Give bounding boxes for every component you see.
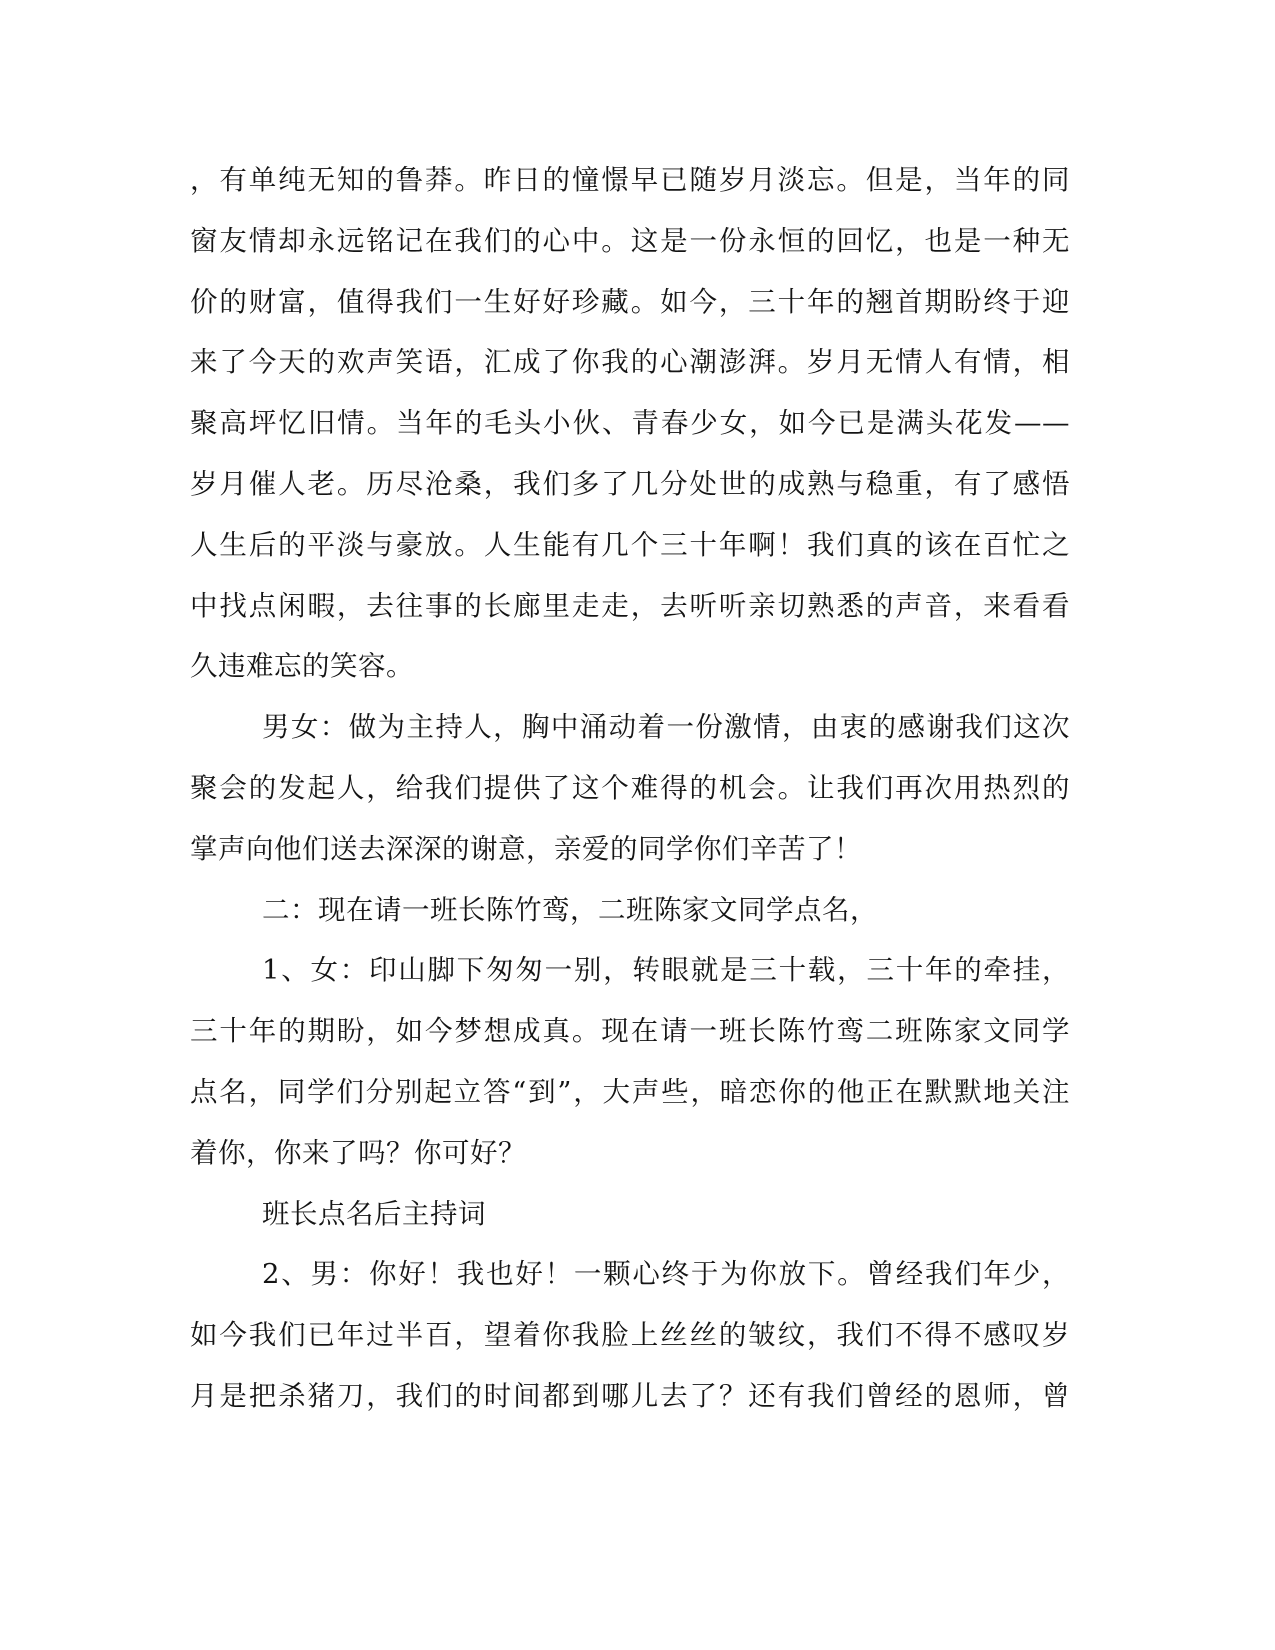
text-line: 久违难忘的笑容。 [190,650,414,682]
text-line: 掌声向他们送去深深的谢意，亲爱的同学你们辛苦了！ [190,833,862,865]
text-line: 1、女：印山脚下匆匆一别，转眼就是三十载，三十年的牵挂， [262,954,1070,986]
text-line: 聚会的发起人，给我们提供了这个难得的机会。让我们再次用热烈的 [190,772,1070,804]
text-line: 男女：做为主持人，胸中涌动着一份激情，由衷的感谢我们这次 [262,711,1070,743]
text-line: 窗友情却永远铭记在我们的心中。这是一份永恒的回忆，也是一种无 [190,225,1070,257]
text-line: 三十年的期盼，如今梦想成真。现在请一班长陈竹鸾二班陈家文同学 [190,1015,1070,1047]
text-line: 二：现在请一班长陈竹鸾，二班陈家文同学点名， [262,894,878,926]
text-line: 人生后的平淡与豪放。人生能有几个三十年啊！我们真的该在百忙之 [190,529,1070,561]
text-line: 岁月催人老。历尽沧桑，我们多了几分处世的成熟与稳重，有了感悟 [190,468,1070,500]
text-line: 来了今天的欢声笑语，汇成了你我的心潮澎湃。岁月无情人有情，相 [190,346,1070,378]
text-line: 如今我们已年过半百，望着你我脸上丝丝的皱纹，我们不得不感叹岁 [190,1319,1070,1351]
text-line: 聚高坪忆旧情。当年的毛头小伙、青春少女，如今已是满头花发—— [190,407,1070,439]
text-line: 月是把杀猪刀，我们的时间都到哪儿去了？还有我们曾经的恩师，曾 [190,1380,1070,1412]
text-line: ，有单纯无知的鲁莽。昨日的憧憬早已随岁月淡忘。但是，当年的同 [190,164,1070,196]
text-line: 班长点名后主持词 [262,1198,486,1230]
text-line: 2、男：你好！我也好！一颗心终于为你放下。曾经我们年少， [262,1258,1070,1290]
text-line: 点名，同学们分别起立答“到”，大声些，暗恋你的他正在默默地关注 [190,1076,1070,1108]
text-line: 中找点闲暇，去往事的长廊里走走，去听听亲切熟悉的声音，来看看 [190,590,1070,622]
text-line: 着你，你来了吗？你可好？ [190,1137,526,1169]
text-line: 价的财富，值得我们一生好好珍藏。如今，三十年的翘首期盼终于迎 [190,286,1070,318]
